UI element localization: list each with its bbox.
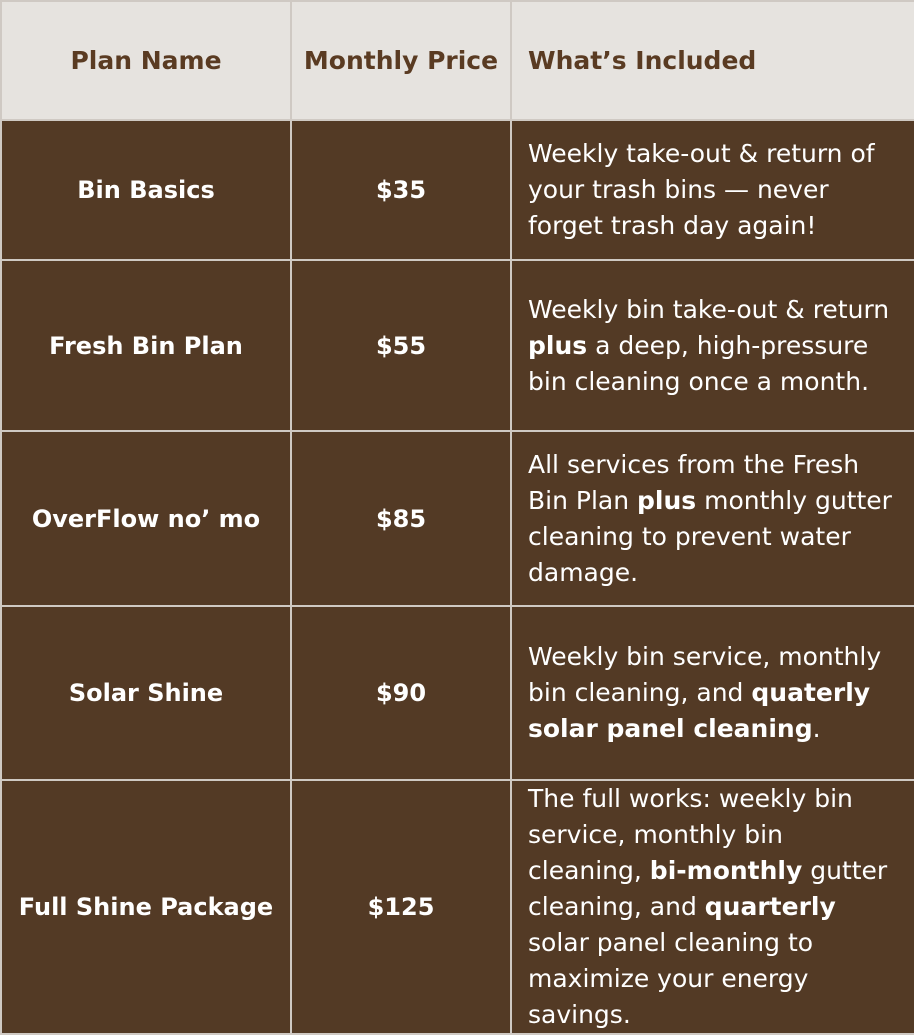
table-row [1,120,914,260]
plan-description: All services from the Fresh Bin Plan plus monthly gutter cleaning to prevent water damage. [511,431,914,606]
emphasis-text: bi-monthly [649,856,803,885]
plan-name: Bin Basics [1,120,291,260]
emphasis-text: quaterly solar panel cleaning [528,678,871,743]
plan-name: Full Shine Package [1,780,291,1034]
table-header-row [1,1,914,120]
plan-description: Weekly take-out & return of your trash bins — never forget trash day again! [511,120,914,260]
plan-price: $55 [291,260,511,431]
plan-description: Weekly bin take-out & return plus a deep, high-pressure bin cleaning once a month. [511,260,914,431]
plan-description: The full works: weekly bin service, monthly bin cleaning, bi-monthly gutter cleaning, and quarterly solar panel cleaning to maximize your energy savings. [511,780,914,1034]
plan-name: Fresh Bin Plan [1,260,291,431]
plan-name: OverFlow no’ mo [1,431,291,606]
table-row [1,780,914,1034]
emphasis-text: plus [528,330,588,360]
plan-description: Weekly bin service, monthly bin cleaning, and quaterly solar panel cleaning. [511,606,914,780]
plan-price: $85 [291,431,511,606]
whats-included-header: What’s Included [511,1,914,120]
emphasis-text: plus [637,485,697,515]
plan-name: Solar Shine [1,606,291,780]
emphasis-text: quarterly [704,892,836,921]
plan-price: $90 [291,606,511,780]
plan-price: $125 [291,780,511,1034]
table-row [1,431,914,606]
table-row [1,606,914,780]
table-row [1,260,914,431]
monthly-price-header: Monthly Price [291,1,511,120]
plan-name-header: Plan Name [1,1,291,120]
plan-price: $35 [291,120,511,260]
